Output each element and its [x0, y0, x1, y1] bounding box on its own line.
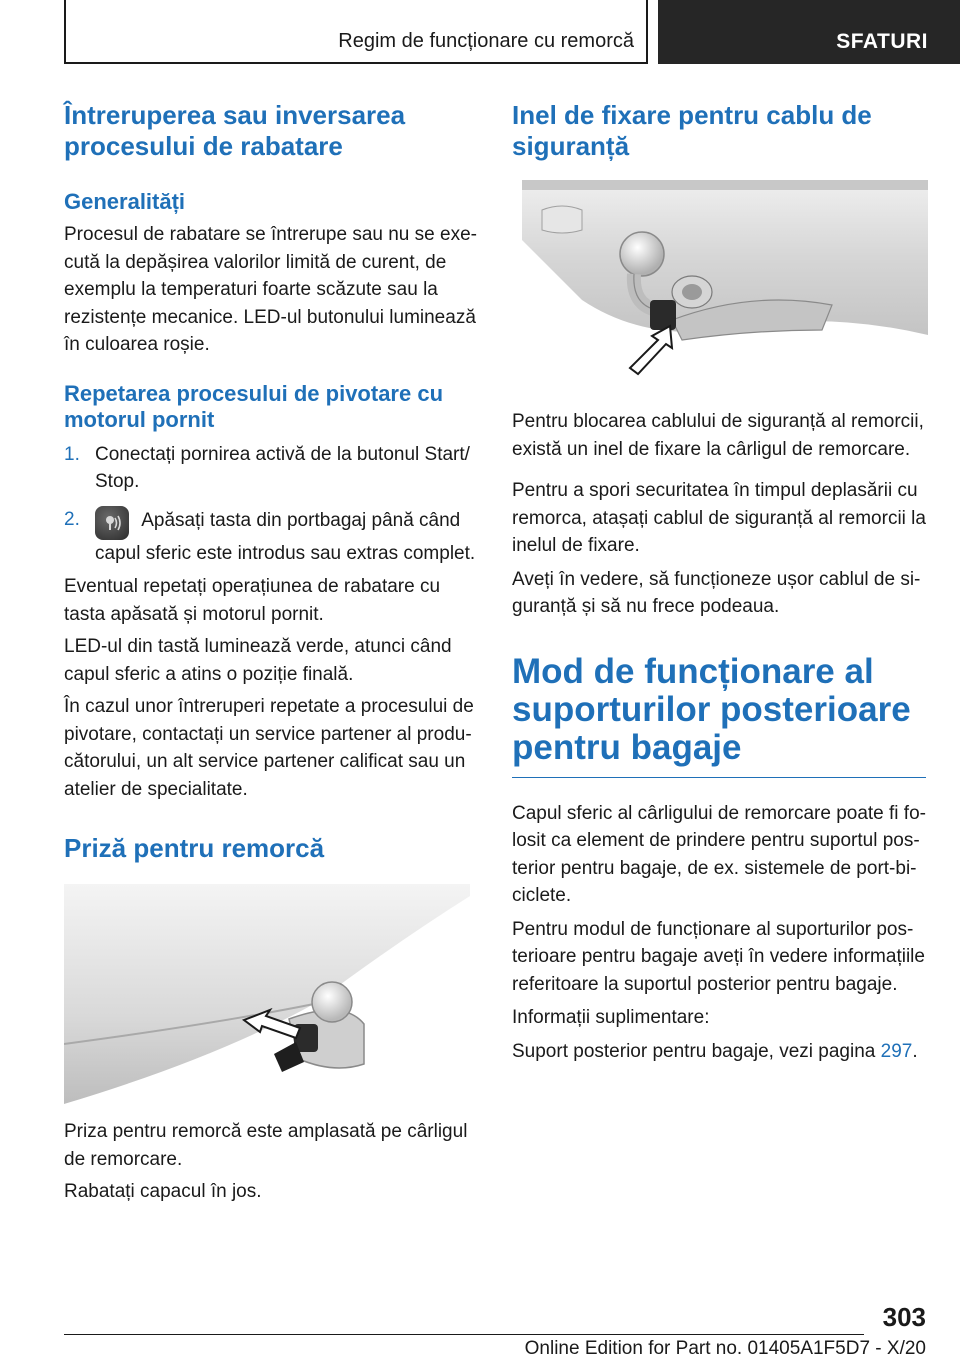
- mode-text-info: Pentru modul de funcționare al suporturilor pos-terioare pentru bagaje aveți în vedere informațiile referitoare la suportul posterior pentru bagaje.: [512, 918, 925, 995]
- more-info-label: Informații suplimentare:: [512, 1007, 710, 1028]
- footer-rule: [64, 1334, 864, 1335]
- step-number: 1.: [64, 443, 80, 465]
- footer-edition: Online Edition for Part no. 01405A1F5D7 - X/20: [524, 1338, 926, 1359]
- safety-cable-ring-illustration: [522, 180, 928, 376]
- ring-text-note: Aveți în vedere, să funcționeze ușor cablul de si-guranță și să nu frece podeaua.: [512, 568, 921, 617]
- header-chapter-box: [64, 0, 648, 64]
- led-para: LED-ul din tastă luminează verde, atunci când capul sferic a atins o poziție finală.: [64, 636, 452, 685]
- general-text: Procesul de rabatare se întrerupe sau nu se exe-cută la depășirea valorilor limită de curent, de exemplu la temperaturi foarte scăzute sau la rezistențe mecanice. LED-ul butonului luminează în culoarea roșie.: [64, 224, 477, 355]
- right-column: [512, 100, 926, 1065]
- cross-reference-end: .: [912, 1040, 918, 1062]
- header-section-tab: [658, 0, 960, 64]
- socket-text-cover: Rabatați capacul în jos.: [64, 1181, 262, 1202]
- step-number: 2.: [64, 508, 80, 530]
- step-text: Conectați pornirea activă de la butonul Start/ Stop.: [95, 443, 470, 492]
- repeat-para: Eventual repetați operațiunea de rabatare cu tasta apăsată și motorul pornit.: [64, 576, 441, 625]
- socket-heading: Priză pentru remorcă: [64, 833, 325, 863]
- general-heading: Generalități: [64, 189, 186, 214]
- step-item: [64, 506, 478, 568]
- mode-heading: Mod de funcționare al suporturilor posterioare pentru bagaje: [512, 651, 911, 767]
- heading-rule: [512, 777, 926, 778]
- repeat-heading: Repetarea procesului de pivotare cu motorul pornit: [64, 380, 444, 432]
- cross-reference-text: Suport posterior pentru bagaje, vezi pagina: [512, 1040, 876, 1062]
- socket-text-location: Priza pentru remorcă este amplasată pe cârligul de remorcare.: [64, 1121, 468, 1170]
- ring-text-attach: Pentru a spori securitatea în timpul deplasării cu remorca, atașați cablul de siguranță al remorcii la inelul de fixare.: [512, 480, 926, 556]
- ring-text-lock: Pentru blocarea cablului de siguranță al remorcii, există un inel de fixare la cârligul de remorcare.: [512, 411, 924, 460]
- left-column: [64, 100, 478, 1206]
- step-item: [64, 441, 478, 496]
- step-text: Apăsați tasta din portbagaj până când capul sferic este introdus sau extras complet.: [95, 509, 476, 564]
- mode-text-ball: Capul sferic al cârligului de remorcare poate fi fo-losit ca element de prindere pentru suportul pos-terior pentru bagaje, de ex. sistemele de port-bi-ciclete.: [512, 802, 926, 906]
- service-para: În cazul unor întreruperi repetate a procesului de pivotare, contactați un service partener al produ-cătorului, un alt service partener calificat sau un atelier de specialitate.: [64, 696, 474, 800]
- header-section-label: SFATURI: [836, 30, 928, 53]
- steps-list: [64, 441, 478, 568]
- interrupt-title: Întreruperea sau inversarea procesului de rabatare: [64, 100, 406, 161]
- page-reference-link[interactable]: 297: [880, 1040, 913, 1062]
- header-chapter: Regim de funcționare cu remorcă: [338, 30, 634, 52]
- trunk-button-icon: [95, 506, 129, 540]
- trailer-socket-illustration: [64, 884, 470, 1104]
- ring-heading: Inel de fixare pentru cablu de siguranță: [512, 100, 872, 161]
- page-number: 303: [882, 1302, 926, 1332]
- cross-reference: [512, 1038, 926, 1066]
